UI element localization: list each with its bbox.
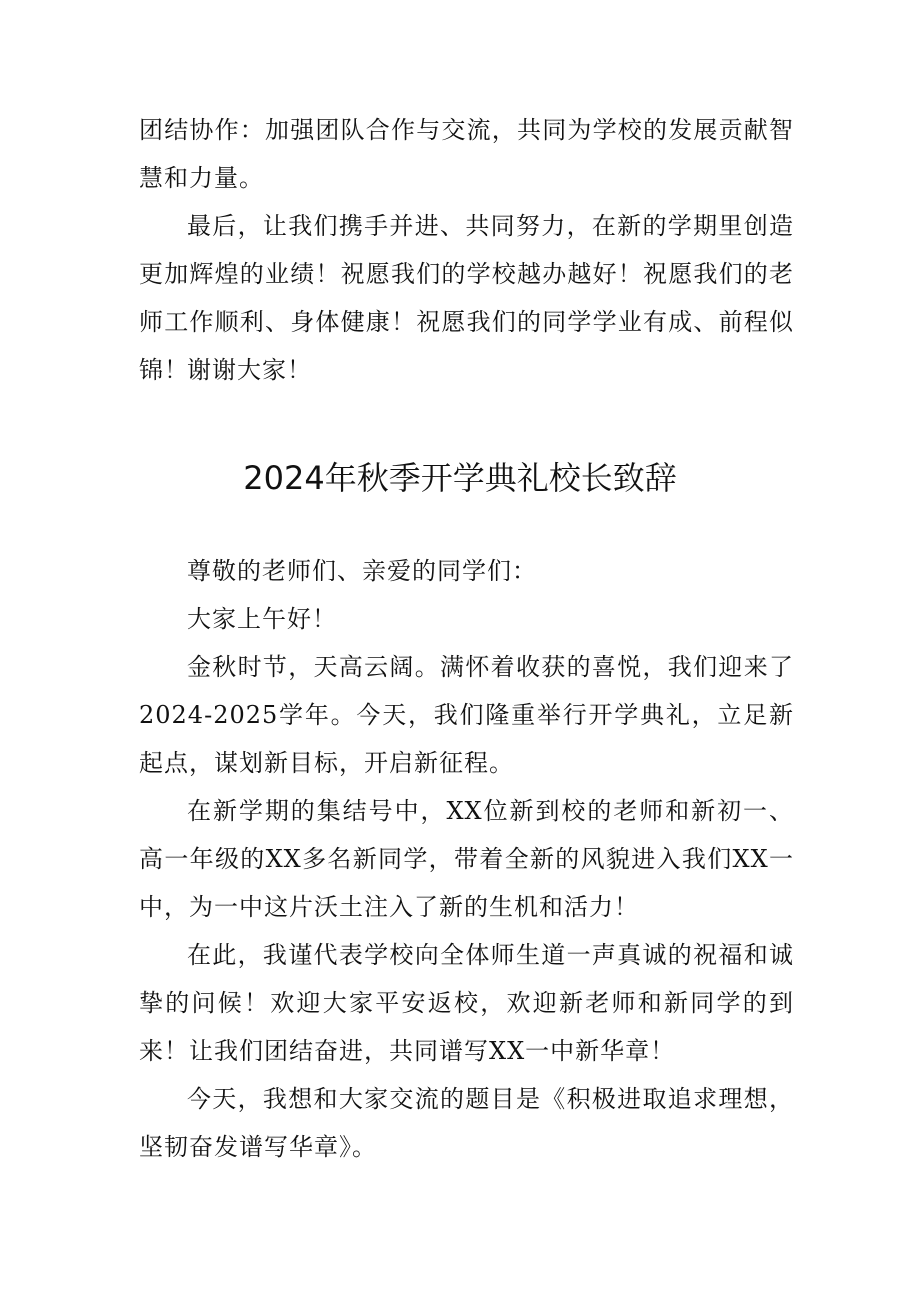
paragraph-greetings: 在此，我谨代表学校向全体师生道一声真诚的祝福和诚挚的问候！欢迎大家平安返校，欢迎新老师和新同学的到来！让我们团结奋进，共同谱写XX一中新华章！: [139, 941, 794, 1065]
paragraph-autumn-opening: 金秋时节，天高云阔。满怀着收获的喜悦，我们迎来了2024-2025学年。今天，我们隆重举行开学典礼，立足新起点，谋划新目标，开启新征程。: [139, 653, 794, 777]
greeting: 大家上午好！: [187, 605, 337, 633]
salutation: 尊敬的老师们、亲爱的同学们：: [187, 557, 537, 585]
paragraph-teamwork: 团结协作：加强团队合作与交流，共同为学校的发展贡献智慧和力量。: [139, 116, 794, 192]
paragraph-topic: 今天，我想和大家交流的题目是《积极进取追求理想，坚韧奋发谱写华章》。: [139, 1085, 794, 1161]
paragraph-thanks: 谢谢大家！: [187, 356, 312, 384]
paragraph-closing-wishes: 最后，让我们携手并进、共同努力，在新的学期里创造更加辉煌的业绩！祝愿我们的学校越办越好！祝愿我们的老师工作顺利、身体健康！祝愿我们的同学学业有成、前程似锦！: [139, 212, 794, 384]
speech-title: 2024年秋季开学典礼校长致辞: [243, 459, 677, 497]
paragraph-new-members: 在新学期的集结号中，XX位新到校的老师和新初一、高一年级的XX多名新同学，带着全新的风貌进入我们XX一中，为一中这片沃土注入了新的生机和活力！: [139, 797, 794, 921]
